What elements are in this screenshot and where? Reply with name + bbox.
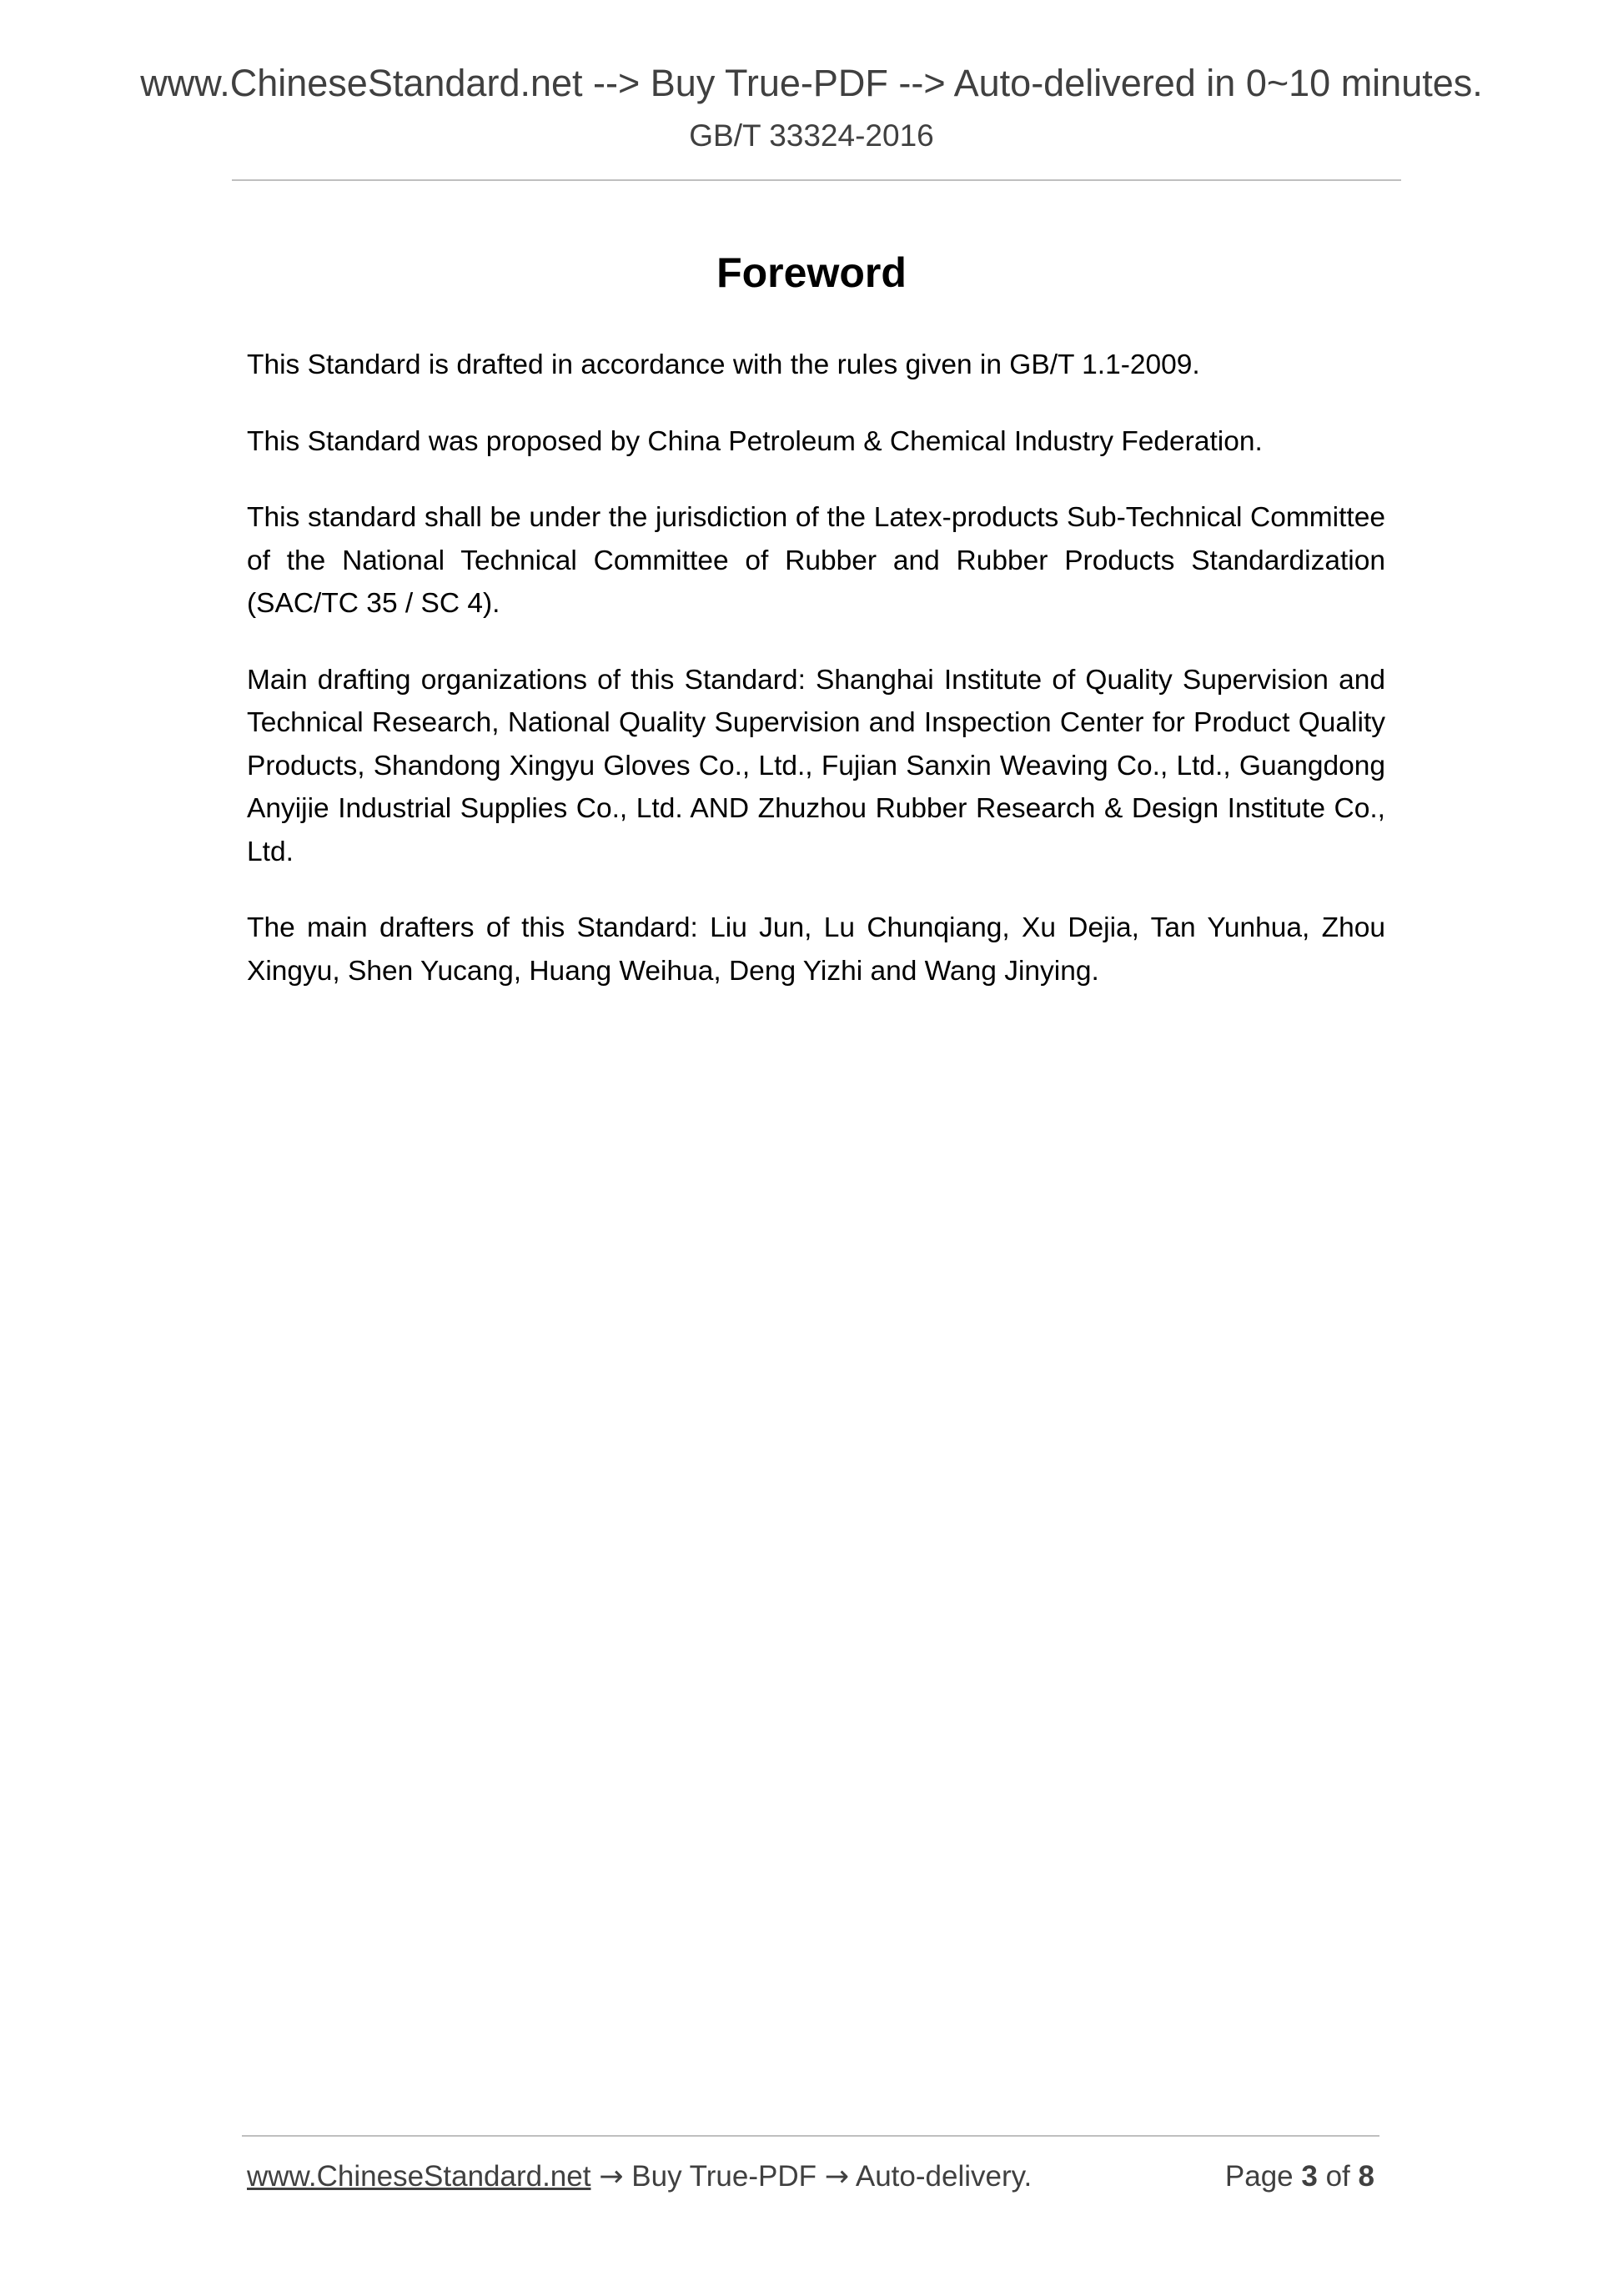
paragraph-main-drafters: The main drafters of this Standard: Liu Jun, Lu Chunqiang, Xu Dejia, Tan Yunhua, Zhou Xingyu, Shen Yucang, Huang Weihua, Deng Yizhi and Wang Jinying. xyxy=(247,912,1385,987)
foreword-body xyxy=(247,344,1385,1026)
footer-site-link[interactable]: www.ChineseStandard.net xyxy=(247,2160,591,2193)
page-of-label: of xyxy=(1325,2160,1350,2193)
paragraph-jurisdiction: This standard shall be under the jurisdiction of the Latex-products Sub-Technical Committee of the National Technical Committee of Rubber and Rubber Products Standardization (SAC/TC 35 / SC 4). xyxy=(247,502,1385,619)
footer-buy-text: Buy True-PDF xyxy=(631,2160,817,2193)
footer-delivery-text: Auto-delivery. xyxy=(855,2160,1033,2193)
paragraph-proposer: This Standard was proposed by China Petroleum & Chemical Industry Federation. xyxy=(247,425,1263,457)
header-banner: www.ChineseStandard.net --> Buy True-PDF --> Auto-delivered in 0~10 minutes. xyxy=(140,62,1483,104)
page-number xyxy=(1225,2156,1374,2198)
page-title: Foreword xyxy=(716,249,907,296)
arrow-right-icon: → xyxy=(824,2160,850,2193)
footer-divider xyxy=(242,2135,1379,2137)
page-label: Page xyxy=(1224,2160,1294,2193)
header-divider xyxy=(232,179,1401,181)
page-footer xyxy=(247,2156,1379,2198)
page-current: 3 xyxy=(1301,2160,1318,2193)
paragraph-drafting-organizations: Main drafting organizations of this Standard: Shanghai Institute of Quality Supervision and Technical Research, National Quality Supervision and Inspection Center for Product Quality Products, Shandong Xingyu Gloves Co., Ltd., Fujian Sanxin Weaving Co., Ltd., Guangdong Anyijie Industrial Supplies Co., Ltd. AND Zhuzhou Rubber Research & Design Institute Co., Ltd. xyxy=(247,664,1385,867)
footer-promo xyxy=(247,2156,1032,2198)
paragraph-drafting-rules: This Standard is drafted in accordance with the rules given in GB/T 1.1-2009. xyxy=(247,349,1200,380)
document-code: GB/T 33324-2016 xyxy=(689,118,934,153)
arrow-right-icon: → xyxy=(599,2160,624,2193)
page-total: 8 xyxy=(1358,2160,1374,2193)
